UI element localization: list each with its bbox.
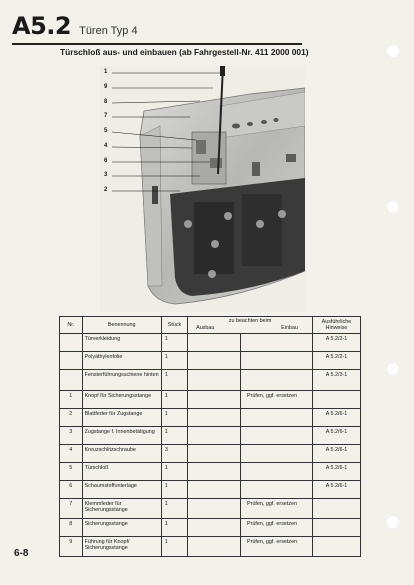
- cell-ref: A 5.2/6-1: [312, 481, 360, 499]
- cell-ausbau: [188, 499, 241, 519]
- table-row: [60, 409, 361, 427]
- cell-einbau: [241, 427, 313, 445]
- table-row: [60, 445, 361, 463]
- cell-einbau: [241, 445, 313, 463]
- cell-ref: A 5.2/3-1: [312, 370, 360, 391]
- cell-ausbau: [188, 445, 241, 463]
- cell-ausbau: [188, 537, 241, 557]
- callout-label: 4: [104, 143, 108, 149]
- table-header-row: [60, 317, 361, 334]
- callout-label: 2: [104, 187, 108, 193]
- table-row: [60, 519, 361, 537]
- cell-qty: 1: [161, 409, 187, 427]
- cell-einbau: [241, 481, 313, 499]
- parts-table: [59, 316, 361, 557]
- cell-nr: 1: [60, 391, 83, 409]
- cell-ausbau: [188, 370, 241, 391]
- header-qty: Stück: [161, 317, 187, 334]
- cell-name: Schaumstoffunterlage: [82, 481, 161, 499]
- header-name: Benennung: [82, 317, 161, 334]
- cell-ausbau: [188, 427, 241, 445]
- cell-nr: 6: [60, 481, 83, 499]
- cell-ref: A 5.2/6-1: [312, 445, 360, 463]
- punch-hole: [386, 515, 400, 529]
- header-einbau: Einbau: [281, 325, 298, 331]
- cell-qty: 3: [161, 445, 187, 463]
- cell-nr: [60, 352, 83, 370]
- cell-ref: [312, 499, 360, 519]
- cell-ausbau: [188, 352, 241, 370]
- section-header: [12, 12, 138, 40]
- cell-ref: A 5.2/6-1: [312, 409, 360, 427]
- cell-qty: 1: [161, 481, 187, 499]
- cell-ref: [312, 519, 360, 537]
- cell-nr: 9: [60, 537, 83, 557]
- cell-nr: 7: [60, 499, 83, 519]
- cell-qty: 1: [161, 519, 187, 537]
- punch-hole: [386, 200, 400, 214]
- cell-qty: 1: [161, 334, 187, 352]
- callout-label: 9: [104, 84, 108, 90]
- cell-einbau: Prüfen, ggf. ersetzen: [241, 537, 313, 557]
- cell-qty: 1: [161, 391, 187, 409]
- cell-ausbau: [188, 463, 241, 481]
- callout-label: 7: [104, 113, 108, 119]
- cell-name: Kreuzschlitzschraube: [82, 445, 161, 463]
- header-nr: Nr.: [60, 317, 83, 334]
- cell-ausbau: [188, 519, 241, 537]
- cell-qty: 1: [161, 463, 187, 481]
- table-row: [60, 427, 361, 445]
- cell-einbau: [241, 334, 313, 352]
- cell-ausbau: [188, 409, 241, 427]
- cell-name: Führung für Knopf/ Sicherungsstange: [82, 537, 161, 557]
- parts-table-body: [60, 334, 361, 557]
- header-divider: [12, 43, 302, 45]
- cell-name: Fensterführungsschiene hinten: [82, 370, 161, 391]
- cell-name: Türverkleidung: [82, 334, 161, 352]
- callout-label: 5: [104, 128, 108, 134]
- cell-nr: 3: [60, 427, 83, 445]
- table-row: [60, 352, 361, 370]
- cell-nr: [60, 334, 83, 352]
- cell-name: Sicherungsstange: [82, 519, 161, 537]
- cell-ref: [312, 391, 360, 409]
- cell-name: Polyäthylenfolie: [82, 352, 161, 370]
- table-row: [60, 463, 361, 481]
- table-row: [60, 481, 361, 499]
- cell-qty: 1: [161, 370, 187, 391]
- figure-callouts: [96, 66, 156, 206]
- procedure-title: Türschloß aus- und einbauen (ab Fahrgestell-Nr. 411 2000 001): [60, 47, 309, 57]
- cell-einbau: Prüfen, ggf. ersetzen: [241, 519, 313, 537]
- callout-label: 6: [104, 158, 108, 164]
- cell-name: Knopf für Sicherungsstange: [82, 391, 161, 409]
- callout-label: 1: [104, 69, 108, 75]
- table-row: [60, 499, 361, 519]
- cell-ausbau: [188, 391, 241, 409]
- cell-ref: [312, 537, 360, 557]
- table-row: [60, 537, 361, 557]
- cell-qty: 1: [161, 537, 187, 557]
- cell-einbau: Prüfen, ggf. ersetzen: [241, 499, 313, 519]
- cell-nr: 2: [60, 409, 83, 427]
- section-title: Türen Typ 4: [79, 25, 138, 37]
- cell-name: Klemmfeder für Sicherungsstange: [82, 499, 161, 519]
- table-row: [60, 370, 361, 391]
- cell-ref: A 5.2/2-1: [312, 352, 360, 370]
- punch-hole: [386, 44, 400, 58]
- cell-name: Zugstange f. Innenbetätigung: [82, 427, 161, 445]
- cell-einbau: Prüfen, ggf. ersetzen: [241, 391, 313, 409]
- header-group: [188, 317, 313, 334]
- cell-nr: 8: [60, 519, 83, 537]
- callout-label: 3: [104, 172, 108, 178]
- header-ref: Ausführliche Hinweise: [312, 317, 360, 334]
- cell-name: Blattfeder für Zugstange: [82, 409, 161, 427]
- cell-qty: 1: [161, 499, 187, 519]
- cell-einbau: [241, 463, 313, 481]
- cell-einbau: [241, 352, 313, 370]
- cell-qty: 1: [161, 427, 187, 445]
- header-ausbau: Ausbau: [196, 325, 215, 331]
- cell-ref: A 5.2/6-1: [312, 427, 360, 445]
- cell-ausbau: [188, 481, 241, 499]
- cell-nr: [60, 370, 83, 391]
- page-number: 6-8: [14, 548, 29, 559]
- cell-name: Türschloß: [82, 463, 161, 481]
- cell-einbau: [241, 409, 313, 427]
- section-code: A5.2: [12, 12, 72, 40]
- punch-hole: [386, 362, 400, 376]
- cell-nr: 5: [60, 463, 83, 481]
- table-row: [60, 334, 361, 352]
- cell-nr: 4: [60, 445, 83, 463]
- cell-ausbau: [188, 334, 241, 352]
- cell-qty: 1: [161, 352, 187, 370]
- table-row: [60, 391, 361, 409]
- header-group-label: zu beachten beim: [228, 318, 272, 324]
- cell-ref: A 5.2/2-1: [312, 334, 360, 352]
- cell-ref: A 5.2/6-1: [312, 463, 360, 481]
- callout-label: 8: [104, 99, 108, 105]
- cell-einbau: [241, 370, 313, 391]
